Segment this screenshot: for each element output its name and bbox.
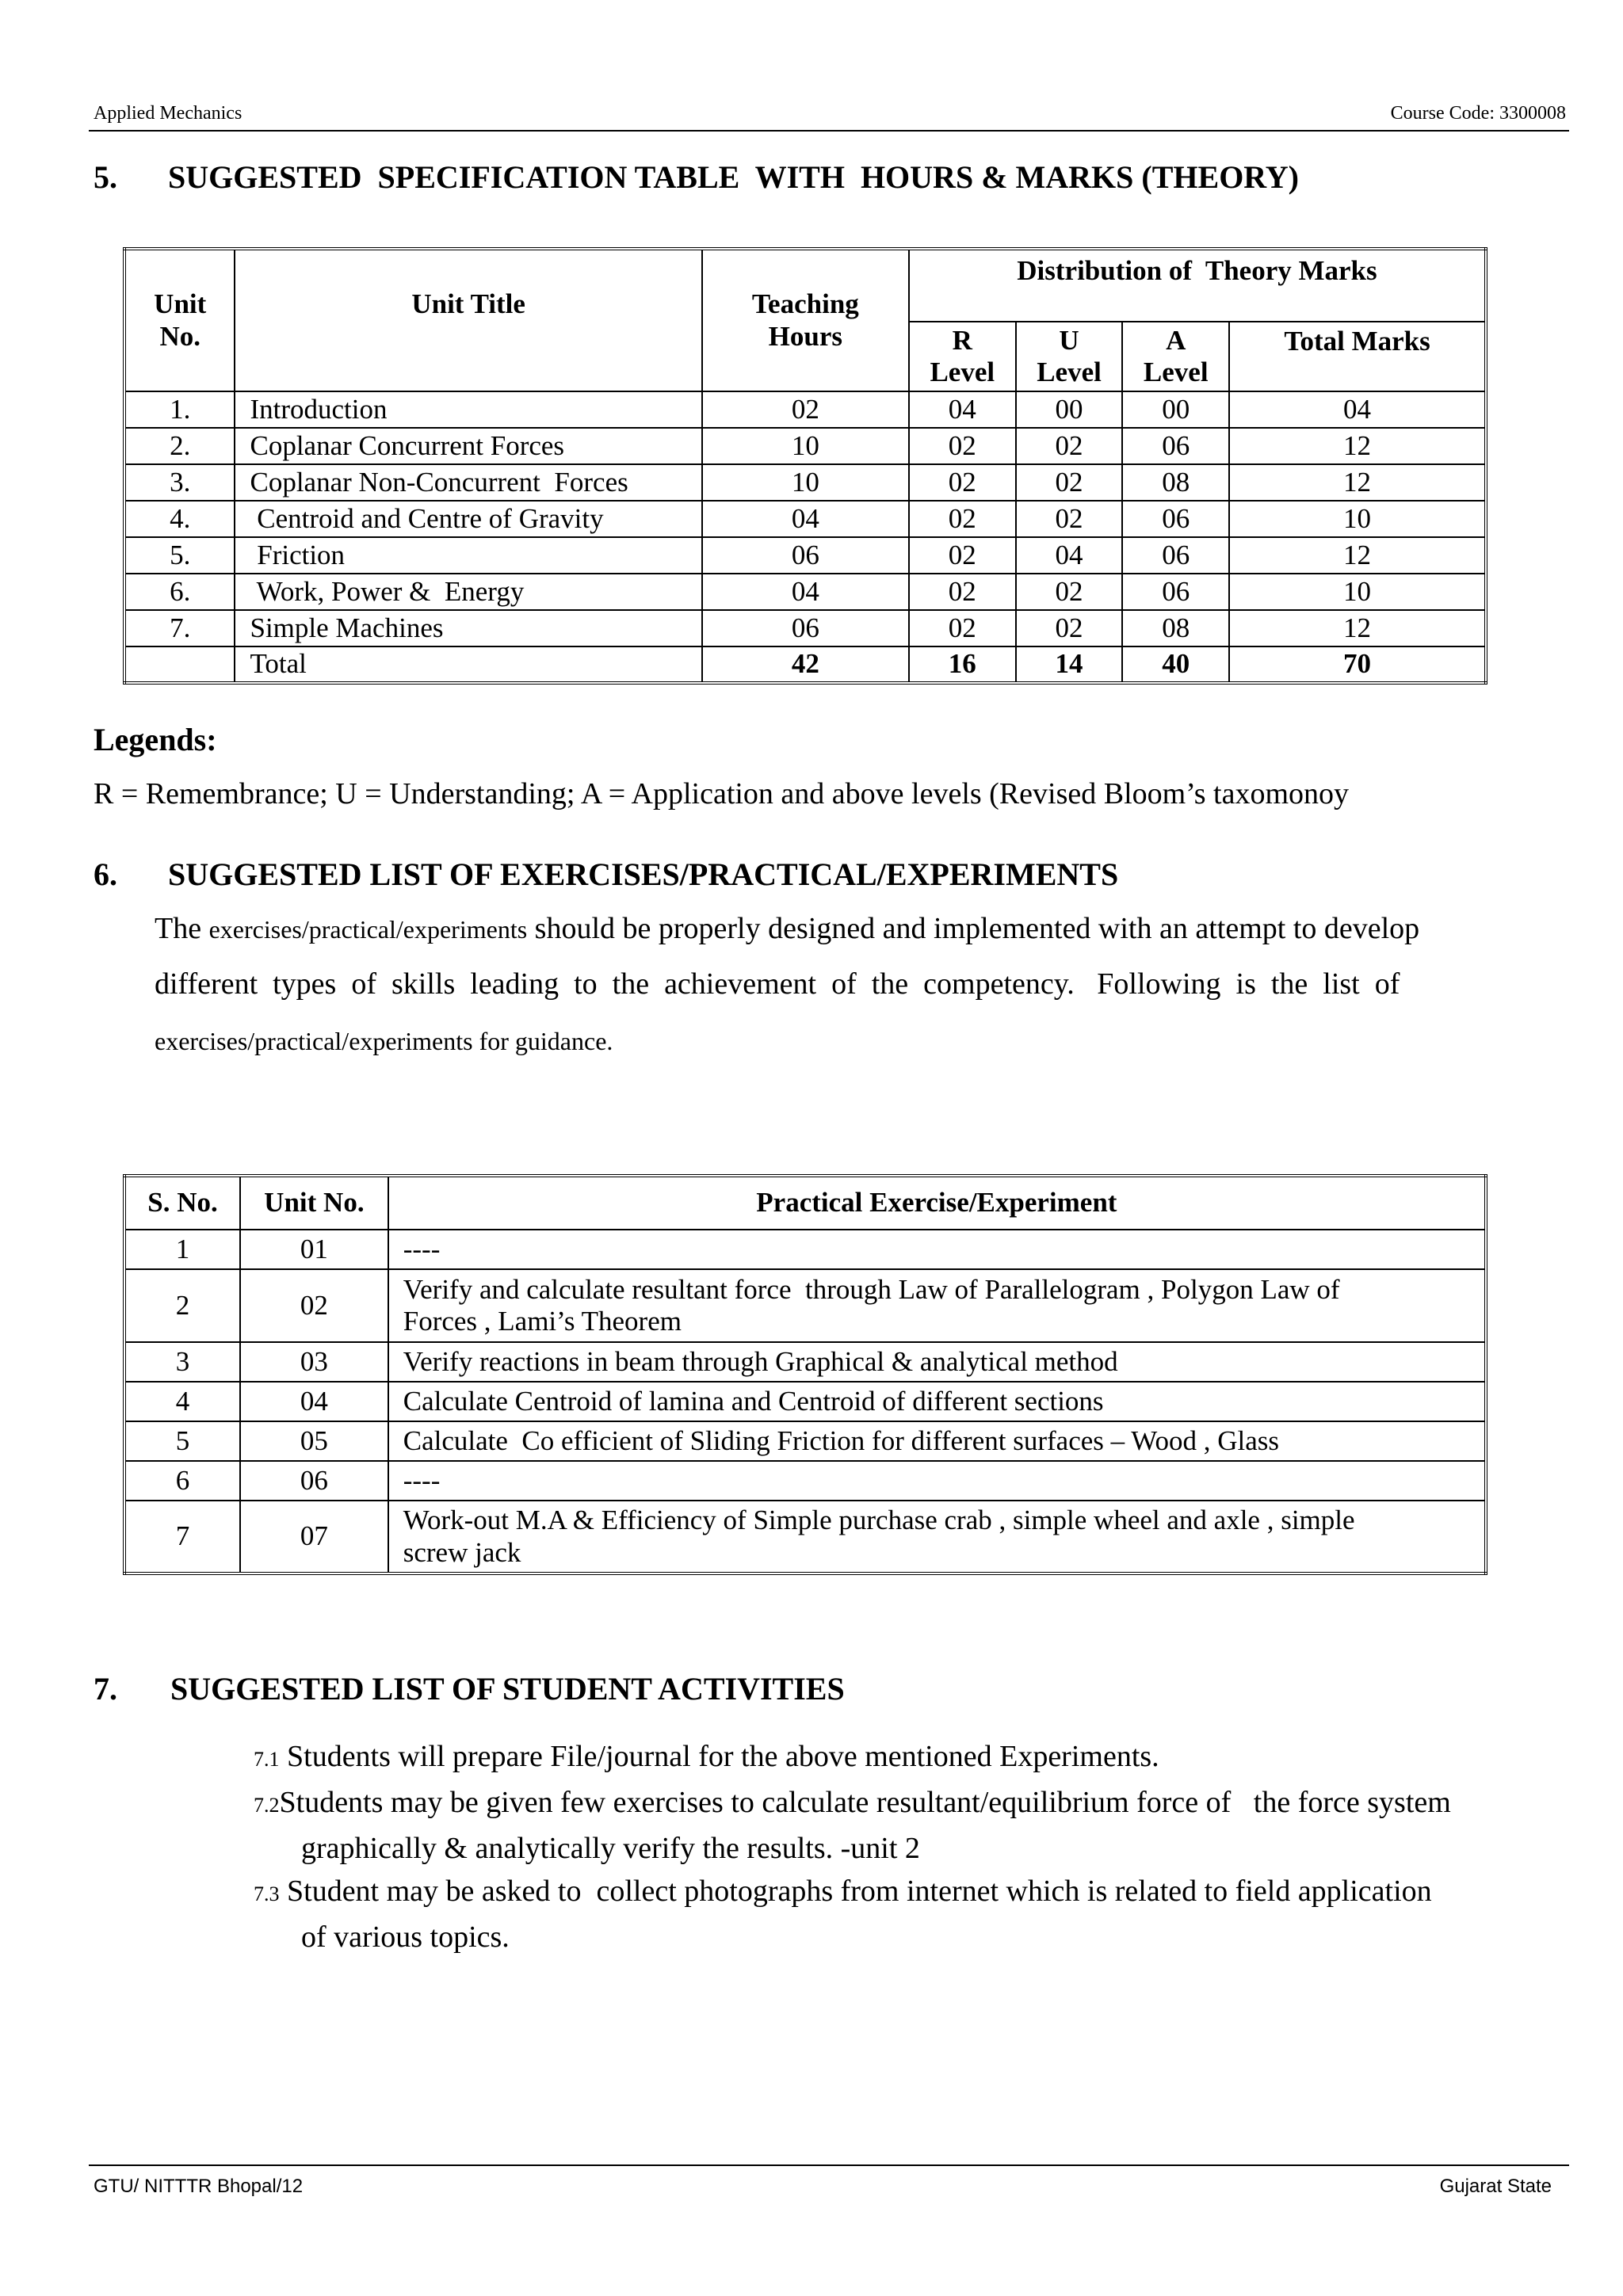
spec-r: 04	[909, 391, 1016, 428]
spec-hours: 06	[702, 537, 909, 574]
th-unit-title: Unit Title	[235, 249, 701, 391]
practical-sno: 7	[124, 1501, 240, 1573]
practical-table	[123, 1174, 1487, 1575]
activity-text-cont: graphically & analytically verify the results. -unit 2	[301, 1832, 920, 1865]
practical-unit: 05	[240, 1421, 388, 1461]
spec-hours: 06	[702, 610, 909, 646]
total-hours: 42	[702, 646, 909, 683]
spec-unit-no: 5.	[124, 537, 235, 574]
activity-item	[254, 1870, 1569, 1958]
activity-number: 7.1	[254, 1748, 280, 1771]
spec-unit-no: 1.	[124, 391, 235, 428]
total-a: 40	[1122, 646, 1229, 683]
spec-hours: 04	[702, 501, 909, 537]
spec-total: 12	[1229, 428, 1486, 464]
spec-unit-title: Coplanar Concurrent Forces	[235, 428, 701, 464]
experiment-line1: Verify reactions in beam through Graphical & analytical method	[403, 1345, 1118, 1377]
spec-row	[124, 574, 1486, 610]
spec-unit-title: Introduction	[235, 391, 701, 428]
spec-row	[124, 610, 1486, 646]
practical-sno: 2	[124, 1269, 240, 1342]
spec-r: 02	[909, 537, 1016, 574]
section7-title: SUGGESTED LIST OF STUDENT ACTIVITIES	[170, 1671, 845, 1707]
activity-item	[254, 1735, 1569, 1781]
practical-sno: 5	[124, 1421, 240, 1461]
practical-sno: 3	[124, 1342, 240, 1382]
header-rule	[89, 130, 1569, 132]
spec-a: 08	[1122, 464, 1229, 501]
experiment-line1: Work-out M.A & Efficiency of Simple purchase crab , simple wheel and axle , simple	[403, 1505, 1355, 1536]
footer-right: Gujarat State	[1439, 2176, 1552, 2197]
spec-u: 00	[1016, 391, 1123, 428]
practical-unit: 01	[240, 1230, 388, 1269]
practical-experiment	[388, 1461, 1486, 1501]
spec-u: 02	[1016, 574, 1123, 610]
experiment-line1: Calculate Co efficient of Sliding Friction for different surfaces – Wood , Glass	[403, 1425, 1280, 1456]
spec-row	[124, 537, 1486, 574]
practical-row	[124, 1269, 1486, 1342]
th-unit-no: Unit No.	[124, 249, 235, 391]
spec-unit-title: Centroid and Centre of Gravity	[235, 501, 701, 537]
total-row-blank	[124, 646, 235, 683]
spec-r: 02	[909, 501, 1016, 537]
spec-total: 12	[1229, 464, 1486, 501]
activity-text-cont: of various topics.	[301, 1920, 510, 1954]
header-left: Applied Mechanics	[94, 103, 242, 124]
spec-u: 04	[1016, 537, 1123, 574]
specification-table	[123, 247, 1487, 685]
practical-experiment	[388, 1421, 1486, 1461]
practical-row	[124, 1461, 1486, 1501]
th-u-level: U Level	[1016, 322, 1123, 391]
header-right: Course Code: 3300008	[1390, 103, 1566, 124]
practical-experiment	[388, 1230, 1486, 1269]
spec-hours: 10	[702, 464, 909, 501]
spec-r: 02	[909, 464, 1016, 501]
spec-u: 02	[1016, 464, 1123, 501]
experiment-line1: ----	[403, 1464, 441, 1496]
spec-a: 06	[1122, 501, 1229, 537]
spec-r: 02	[909, 428, 1016, 464]
experiment-line1: Calculate Centroid of lamina and Centroid of different sections	[403, 1385, 1104, 1417]
experiment-line2: screw jack	[403, 1536, 521, 1568]
spec-a: 06	[1122, 574, 1229, 610]
total-label: Total	[235, 646, 701, 683]
footer-rule	[89, 2164, 1569, 2166]
section5-number: 5.	[94, 159, 117, 195]
spec-row	[124, 391, 1486, 428]
experiment-line1: Verify and calculate resultant force through Law of Parallelogram , Polygon Law of	[403, 1273, 1340, 1305]
spec-u: 02	[1016, 501, 1123, 537]
spec-a: 00	[1122, 391, 1229, 428]
spec-unit-title: Coplanar Non-Concurrent Forces	[235, 464, 701, 501]
activity-number: 7.3	[254, 1882, 280, 1905]
spec-total: 10	[1229, 501, 1486, 537]
practical-row	[124, 1382, 1486, 1421]
spec-a: 06	[1122, 428, 1229, 464]
spec-unit-title: Friction	[235, 537, 701, 574]
practical-sno: 1	[124, 1230, 240, 1269]
th-distribution: Distribution of Theory Marks	[909, 249, 1486, 322]
spec-hours: 04	[702, 574, 909, 610]
spec-unit-title: Work, Power & Energy	[235, 574, 701, 610]
practical-row	[124, 1230, 1486, 1269]
practical-experiment	[388, 1269, 1486, 1342]
th-a-level: A Level	[1122, 322, 1229, 391]
section5-title: SUGGESTED SPECIFICATION TABLE WITH HOURS & MARKS (THEORY)	[168, 159, 1299, 195]
spec-row	[124, 428, 1486, 464]
section7-number: 7.	[94, 1671, 117, 1707]
spec-u: 02	[1016, 428, 1123, 464]
spec-r: 02	[909, 574, 1016, 610]
legends-heading: Legends:	[94, 722, 217, 757]
total-r: 16	[909, 646, 1016, 683]
section6-number: 6.	[94, 856, 117, 892]
activity-text: Student may be asked to collect photographs from internet which is related to field application	[279, 1875, 1432, 1908]
total-row	[124, 646, 1486, 683]
spec-unit-title: Simple Machines	[235, 610, 701, 646]
spec-unit-no: 7.	[124, 610, 235, 646]
spec-a: 08	[1122, 610, 1229, 646]
practical-unit: 03	[240, 1342, 388, 1382]
th-unit: Unit No.	[240, 1176, 388, 1230]
experiment-line1: ----	[403, 1233, 441, 1264]
activities-list	[254, 1735, 1569, 1958]
practical-unit: 04	[240, 1382, 388, 1421]
practical-experiment	[388, 1382, 1486, 1421]
practical-sno: 6	[124, 1461, 240, 1501]
legends-text: R = Remembrance; U = Understanding; A = Application and above levels (Revised Bloom’s taxomonoy	[94, 777, 1350, 810]
spec-total: 04	[1229, 391, 1486, 428]
practical-unit: 02	[240, 1269, 388, 1342]
th-total-marks: Total Marks	[1229, 322, 1486, 391]
section6-para-line2: different types of skills leading to the achievement of the competency. Following is the list of	[155, 967, 1400, 1001]
practical-unit: 07	[240, 1501, 388, 1573]
total-marks: 70	[1229, 646, 1486, 683]
practical-row	[124, 1501, 1486, 1573]
footer-left: GTU/ NITTTR Bhopal/12	[94, 2176, 304, 2197]
spec-total: 12	[1229, 610, 1486, 646]
spec-hours: 02	[702, 391, 909, 428]
spec-unit-no: 6.	[124, 574, 235, 610]
practical-experiment	[388, 1342, 1486, 1382]
th-teaching-hours: Teaching Hours	[702, 249, 909, 391]
total-u: 14	[1016, 646, 1123, 683]
activity-number: 7.2	[254, 1794, 280, 1817]
spec-unit-no: 2.	[124, 428, 235, 464]
activity-text: Students may be given few exercises to calculate resultant/equilibrium force of the force system	[279, 1786, 1451, 1819]
spec-u: 02	[1016, 610, 1123, 646]
practical-row	[124, 1342, 1486, 1382]
practical-row	[124, 1421, 1486, 1461]
section6-para-line3: exercises/practical/experiments for guidance.	[155, 1027, 613, 1055]
practical-sno: 4	[124, 1382, 240, 1421]
th-r-level: R Level	[909, 322, 1016, 391]
practical-unit: 06	[240, 1461, 388, 1501]
spec-hours: 10	[702, 428, 909, 464]
spec-total: 10	[1229, 574, 1486, 610]
spec-unit-no: 3.	[124, 464, 235, 501]
th-sno: S. No.	[124, 1176, 240, 1230]
section6-title: SUGGESTED LIST OF EXERCISES/PRACTICAL/EXPERIMENTS	[168, 856, 1119, 892]
spec-row	[124, 501, 1486, 537]
spec-row	[124, 464, 1486, 501]
spec-total: 12	[1229, 537, 1486, 574]
experiment-line2: Forces , Lami’s Theorem	[403, 1306, 682, 1337]
spec-a: 06	[1122, 537, 1229, 574]
section6-para-line1: The exercises/practical/experiments should be properly designed and implemented with an attempt to develop	[155, 912, 1420, 945]
spec-r: 02	[909, 610, 1016, 646]
activity-text: Students will prepare File/journal for the above mentioned Experiments.	[279, 1740, 1159, 1773]
practical-experiment	[388, 1501, 1486, 1573]
activity-item	[254, 1781, 1569, 1870]
spec-unit-no: 4.	[124, 501, 235, 537]
th-experiment: Practical Exercise/Experiment	[388, 1176, 1486, 1230]
